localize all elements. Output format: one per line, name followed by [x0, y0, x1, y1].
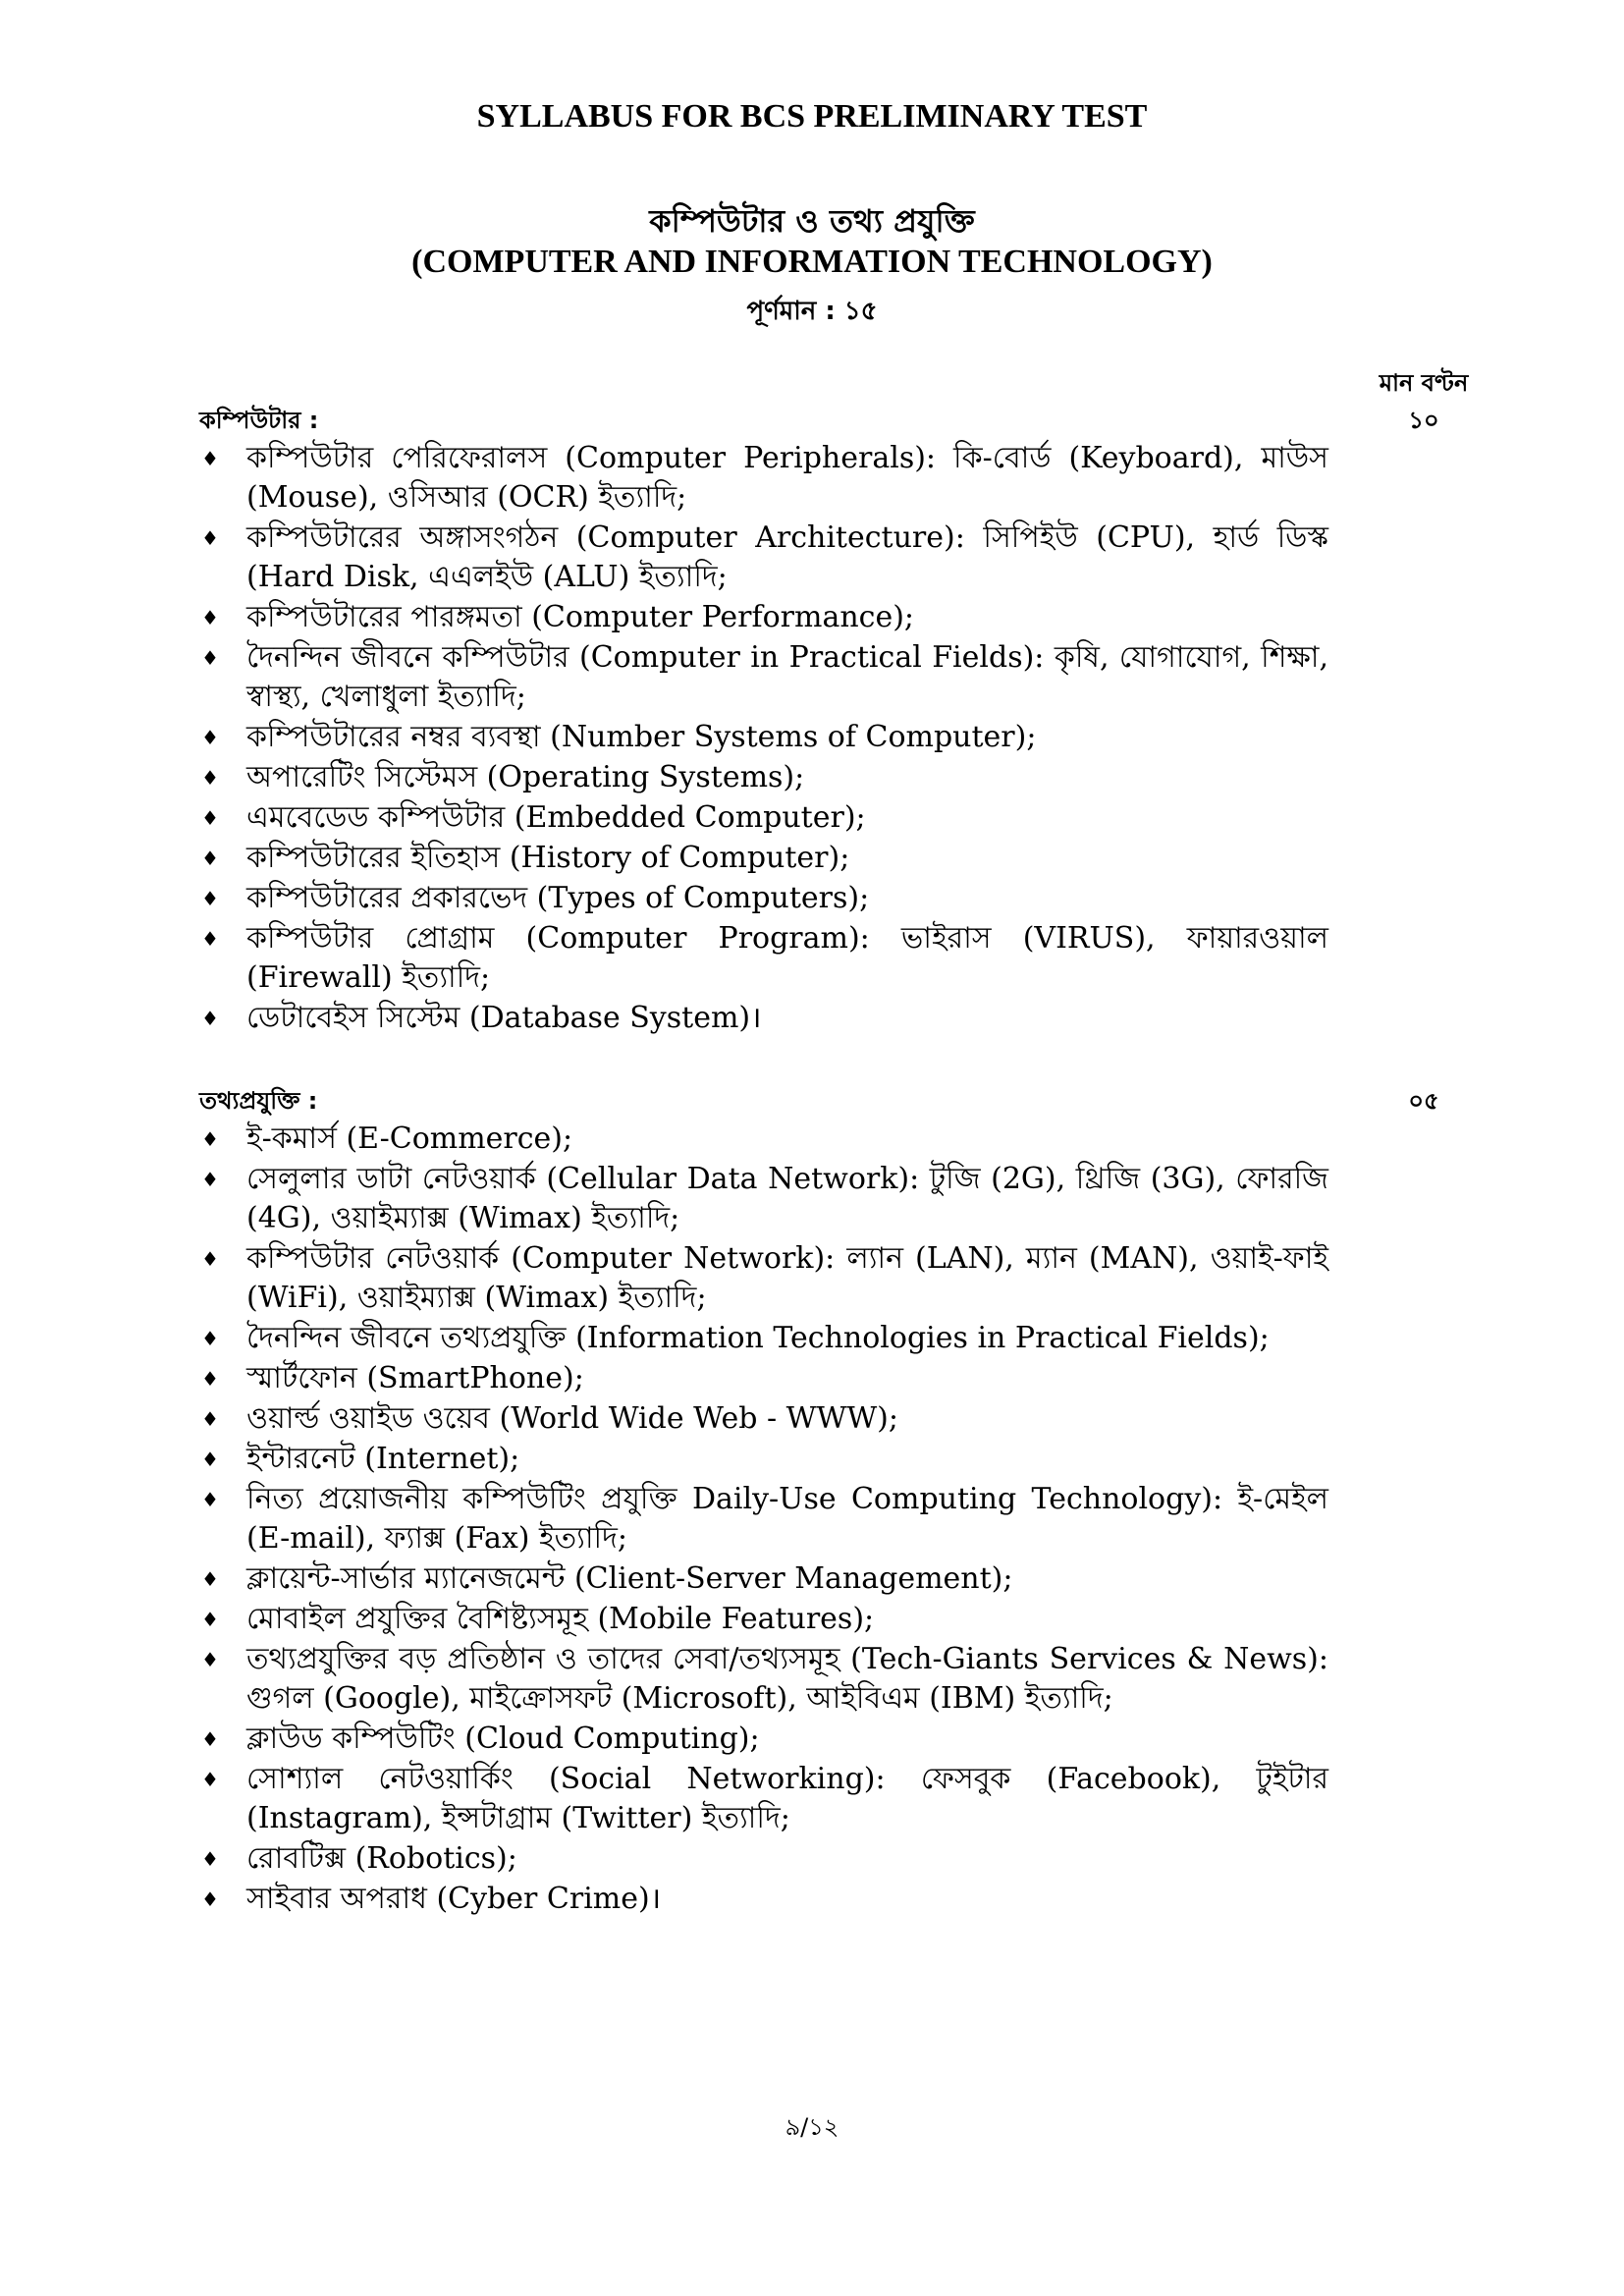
section-marks-computer: ১০	[1408, 407, 1439, 434]
list-item-text: সোশ্যাল নেটওয়ার্কিং (Social Networking): ফেসবুক (Facebook), টুইটার (Instagram), ইন্সটাগ্রাম (Twitter) ইত্যাদি;	[246, 1762, 1328, 1835]
list-item-text: রোবটিক্স (Robotics);	[246, 1841, 517, 1876]
list-item-text: নিত্য প্রয়োজনীয় কম্পিউটিং প্রযুক্তি Daily-Use Computing Technology): ই-মেইল (E-mail), ফ্যাক্স (Fax) ইত্যাদি;	[246, 1482, 1328, 1556]
list-item	[199, 1760, 1328, 1838]
section-marks-it: ০৫	[1408, 1087, 1439, 1115]
list-item	[199, 1559, 1328, 1599]
list-item	[199, 1839, 1328, 1879]
bullet-icon: ♦	[201, 1648, 219, 1671]
list-item-text: কম্পিউটারের ইতিহাস (History of Computer);	[246, 841, 850, 875]
list-item	[199, 1239, 1328, 1318]
list-item	[199, 999, 1328, 1038]
bullet-icon: ♦	[201, 1127, 219, 1151]
list-item	[199, 919, 1328, 998]
section-title-it: তথ্যপ্রযুক্তি :	[199, 1087, 318, 1115]
bullet-icon: ♦	[201, 1727, 219, 1751]
bullet-icon: ♦	[201, 1168, 219, 1191]
list-item-text: কম্পিউটারের পারঙ্গমতা (Computer Performance);	[246, 600, 915, 634]
list-item-text: মোবাইল প্রযুক্তির বৈশিষ্ট্যসমূহ (Mobile Features);	[246, 1602, 875, 1636]
list-item	[199, 598, 1328, 637]
list-item	[199, 638, 1328, 717]
list-item-text: সেলুলার ডাটা নেটওয়ার্ক (Cellular Data Network): টুজি (2G), থ্রিজি (3G), ফোরজি (4G), ওয়াইম্যাক্স (Wimax) ইত্যাদি;	[246, 1162, 1328, 1235]
list-item	[199, 1359, 1328, 1398]
bullet-icon: ♦	[201, 887, 219, 910]
bullet-icon: ♦	[201, 1448, 219, 1471]
list-item	[199, 1480, 1328, 1558]
list-item-text: কম্পিউটারের অঙ্গাসংগঠন (Computer Architecture): সিপিইউ (CPU), হার্ড ডিস্ক (Hard Disk, এএলইউ (ALU) ইত্যাদি;	[246, 520, 1328, 594]
bullet-icon: ♦	[201, 726, 219, 749]
bullet-icon: ♦	[201, 806, 219, 830]
list-item	[199, 1640, 1328, 1719]
list-item-text: তথ্যপ্রযুক্তির বড় প্রতিষ্ঠান ও তাদের সেবা/তথ্যসমূহ (Tech-Giants Services & News): গুগল (Google), মাইক্রোসফট (Microsoft), আইবিএম (IBM) ইত্যাদি;	[246, 1642, 1328, 1716]
page-number: ৯/১২	[785, 2113, 839, 2141]
list-item-text: ই-কমার্স (E-Commerce);	[246, 1121, 573, 1156]
bullet-icon: ♦	[201, 1407, 219, 1431]
list-item-text: কম্পিউটার পেরিফেরালস (Computer Peripherals): কি-বোর্ড (Keyboard), মাউস (Mouse), ওসিআর (OCR) ইত্যাদি;	[246, 441, 1328, 515]
bullet-icon: ♦	[201, 1327, 219, 1350]
bullet-icon: ♦	[201, 766, 219, 790]
list-item	[199, 1600, 1328, 1639]
list-item-text: কম্পিউটারের প্রকারভেদ (Types of Computers);	[246, 881, 870, 915]
list-item-text: কম্পিউটার নেটওয়ার্ক (Computer Network): ল্যান (LAN), ম্যান (MAN), ওয়াই-ফাই (WiFi), ওয়াইম্যাক্স (Wimax) ইত্যাদি;	[246, 1241, 1328, 1315]
list-item-text: এমবেডেড কম্পিউটার (Embedded Computer);	[246, 800, 866, 835]
list-item-text: ওয়ার্ল্ড ওয়াইড ওয়েব (World Wide Web - WWW);	[246, 1401, 898, 1436]
bullet-icon: ♦	[201, 927, 219, 951]
list-item	[199, 1160, 1328, 1238]
list-item	[199, 1399, 1328, 1439]
subject-title-bangla: কম্পিউটার ও তথ্য প্রযুক্তি	[649, 202, 975, 240]
bullet-icon: ♦	[201, 646, 219, 670]
section-title-computer: কম্পিউটার :	[199, 407, 319, 434]
bullet-icon: ♦	[201, 1768, 219, 1791]
list-item	[199, 439, 1328, 518]
list-item-text: কম্পিউটার প্রোগ্রাম (Computer Program): ভাইরাস (VIRUS), ফায়ারওয়াল (Firewall) ইত্যাদি;	[246, 921, 1328, 995]
list-item-text: সাইবার অপরাধ (Cyber Crime)।	[246, 1882, 662, 1916]
list-item-text: ইন্টারনেট (Internet);	[246, 1442, 520, 1476]
list-item	[199, 1120, 1328, 1159]
list-item-text: ক্লায়েন্ট-সার্ভার ম্যানেজমেন্ট (Client-Server Management);	[246, 1561, 1013, 1596]
bullet-icon: ♦	[201, 526, 219, 550]
it-topic-list	[199, 1120, 1328, 1920]
bullet-icon: ♦	[201, 447, 219, 470]
bullet-icon: ♦	[201, 1608, 219, 1631]
computer-topic-list	[199, 439, 1328, 1039]
full-marks: পূর্ণমান : ১৫	[746, 297, 878, 326]
list-item-text: দৈনন্দিন জীবনে কম্পিউটার (Computer in Practical Fields): কৃষি, যোগাযোগ, শিক্ষা, স্বাস্থ্য, খেলাধুলা ইত্যাদি;	[246, 640, 1328, 714]
bullet-icon: ♦	[201, 606, 219, 629]
list-item	[199, 519, 1328, 597]
mark-distribution-label: মান বণ্টন	[1379, 369, 1469, 397]
bullet-icon: ♦	[201, 847, 219, 870]
list-item	[199, 1720, 1328, 1759]
list-item	[199, 758, 1328, 797]
bullet-icon: ♦	[201, 1567, 219, 1591]
list-item-text: দৈনন্দিন জীবনে তথ্যপ্রযুক্তি (Information Technologies in Practical Fields);	[246, 1321, 1270, 1355]
subject-title-english: (COMPUTER AND INFORMATION TECHNOLOGY)	[411, 244, 1213, 280]
list-item	[199, 879, 1328, 918]
bullet-icon: ♦	[201, 1488, 219, 1511]
bullet-icon: ♦	[201, 1007, 219, 1030]
list-item	[199, 1880, 1328, 1919]
bullet-icon: ♦	[201, 1847, 219, 1871]
list-item	[199, 1440, 1328, 1479]
list-item-text: কম্পিউটারের নম্বর ব্যবস্থা (Number Systems of Computer);	[246, 720, 1037, 754]
list-item	[199, 839, 1328, 878]
bullet-icon: ♦	[201, 1247, 219, 1271]
bullet-icon: ♦	[201, 1367, 219, 1391]
list-item-text: ডেটাবেইস সিস্টেম (Database System)।	[246, 1001, 762, 1035]
list-item	[199, 718, 1328, 757]
list-item-text: ক্লাউড কম্পিউটিং (Cloud Computing);	[246, 1722, 760, 1756]
list-item-text: স্মার্টফোন (SmartPhone);	[246, 1361, 584, 1395]
bullet-icon: ♦	[201, 1887, 219, 1911]
list-item	[199, 798, 1328, 838]
list-item-text: অপারেটিং সিস্টেমস (Operating Systems);	[246, 760, 805, 794]
document-header: SYLLABUS FOR BCS PRELIMINARY TEST	[476, 98, 1148, 135]
list-item	[199, 1319, 1328, 1358]
